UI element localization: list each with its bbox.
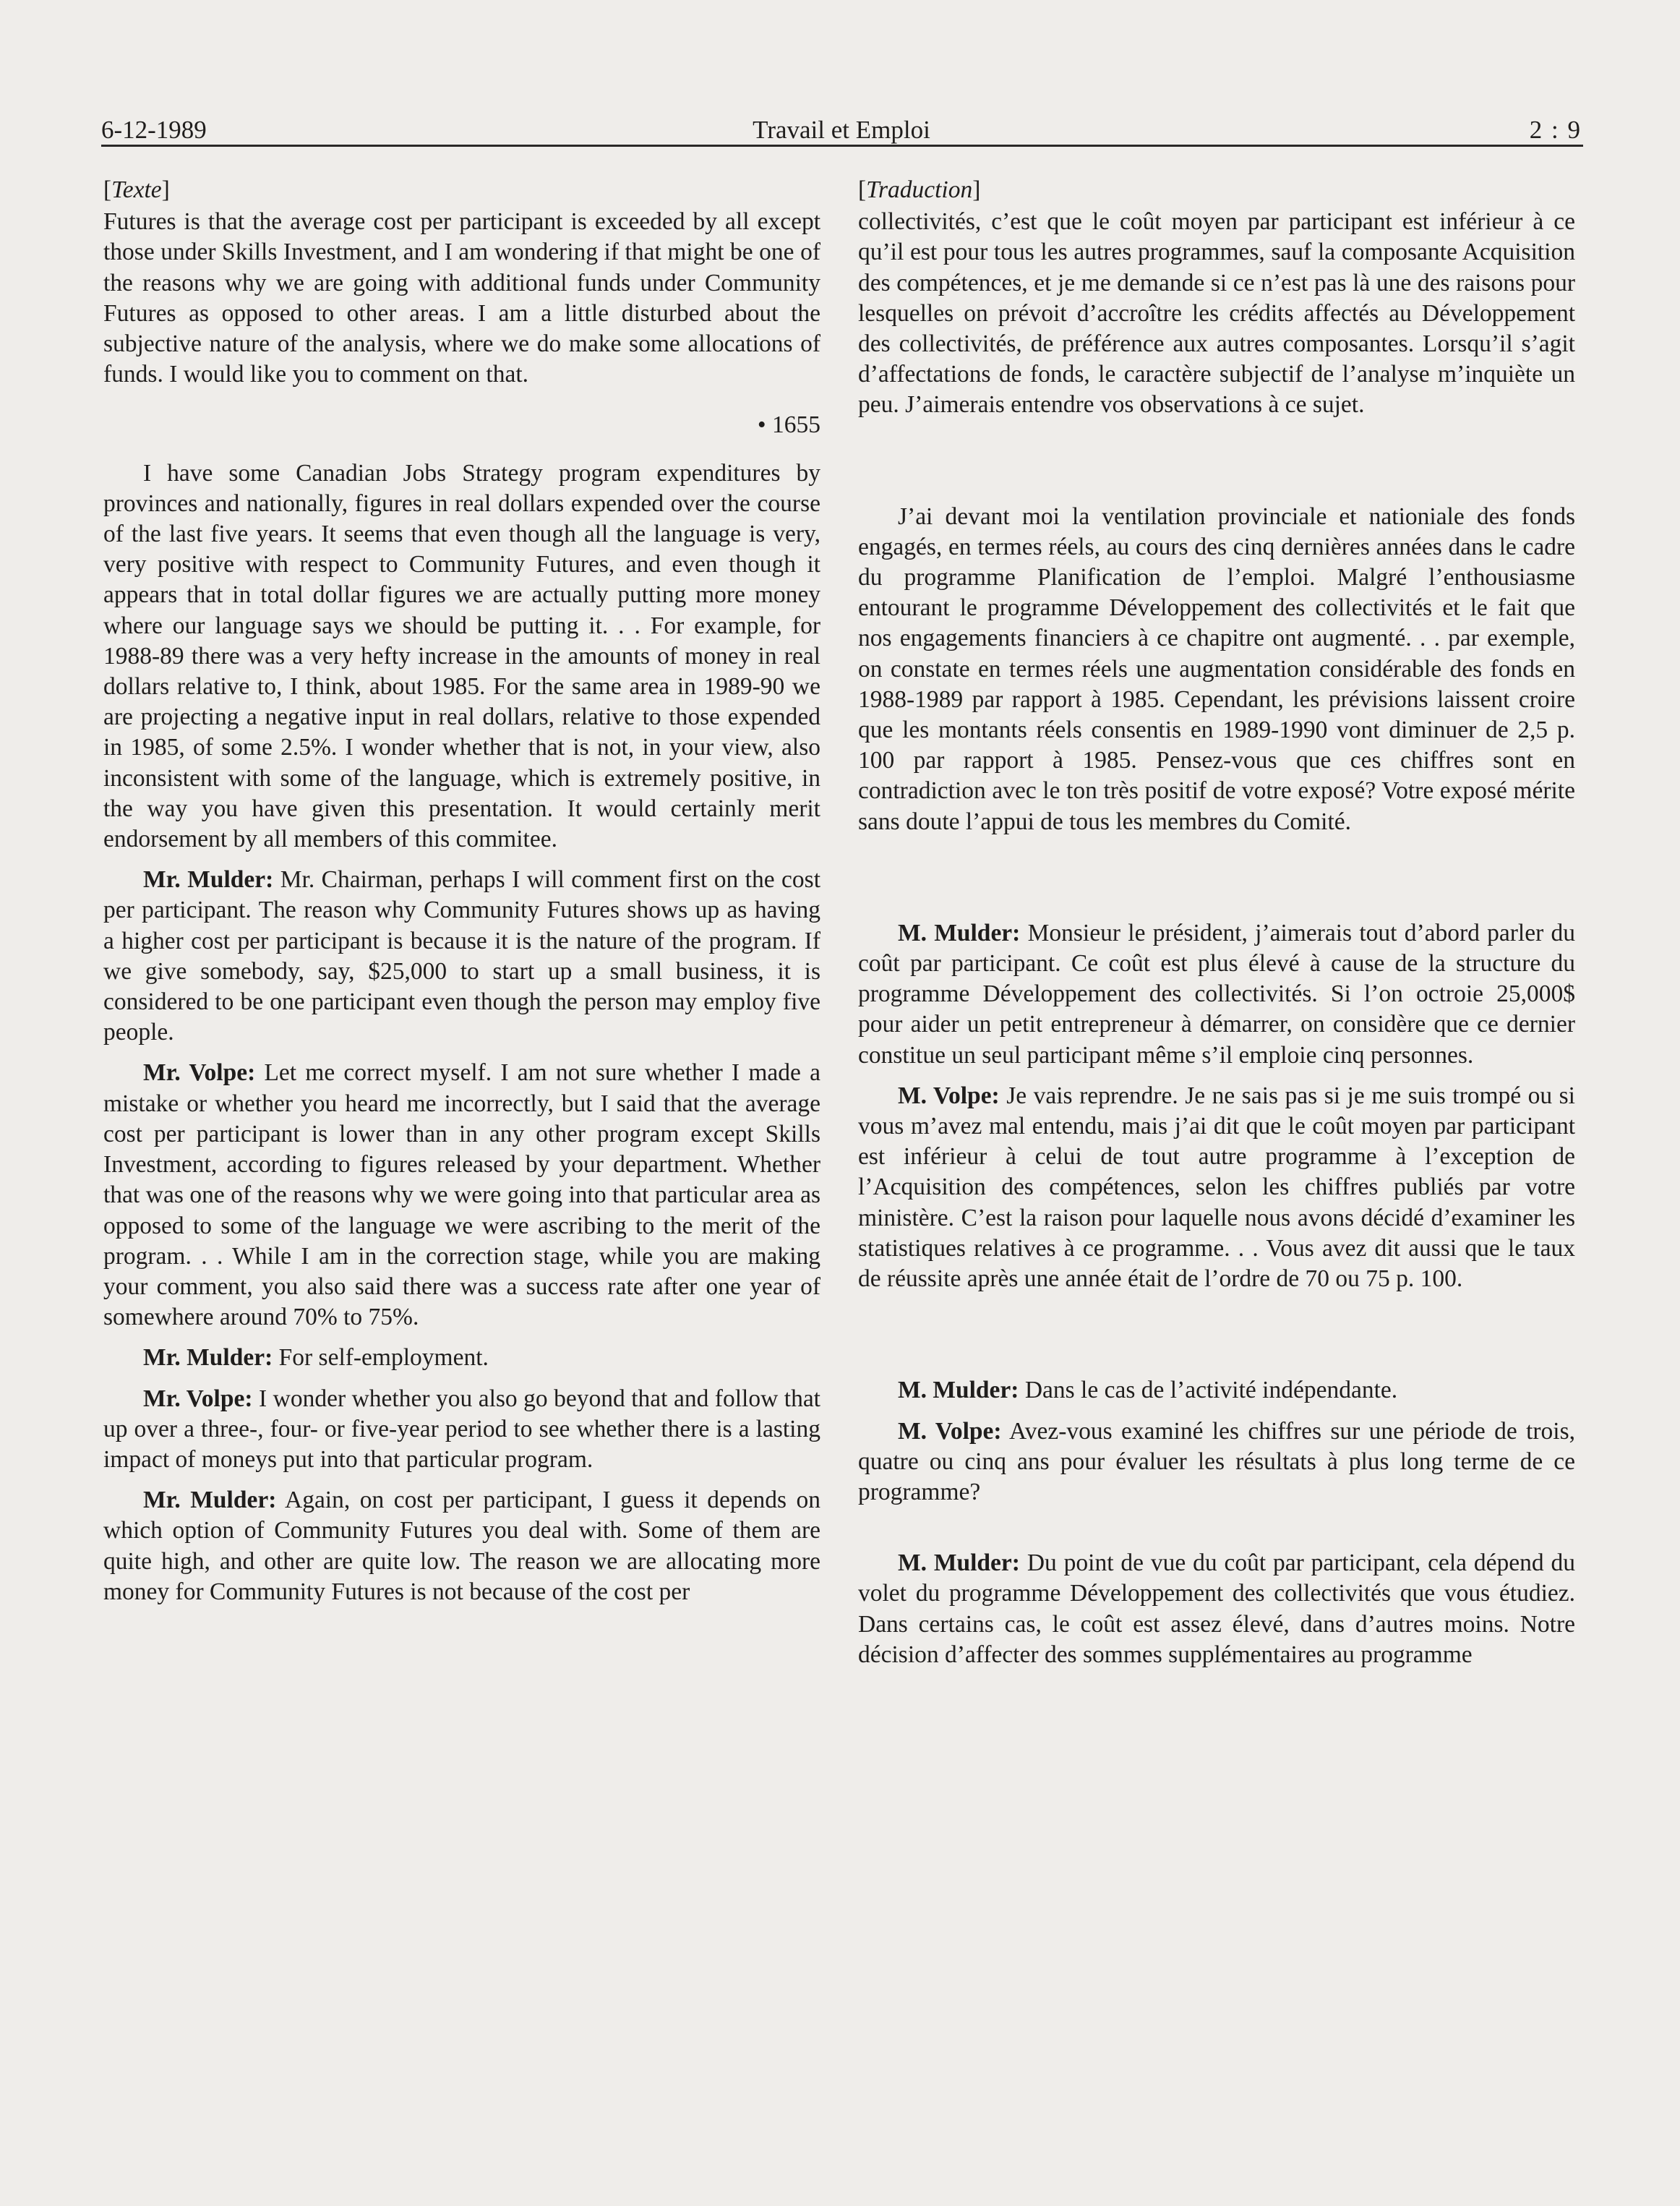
- paragraph: collectivités, c’est que le coût moyen par participant est inférieur à ce qu’il est pour tous les autres programmes, sauf la composante Acquisition des compétences, et je me demande si ce n’est pas là une des raisons pour lesquelles on prévoit d’accroître les crédits affectés au Développement des collectivités, de préférence aux autres composantes. Lorsqu’il s’agit d’affectations de fonds, le caractère subjectif de l’analyse m’inquiète un peu. J’aimerais entendre vos observations à ce sujet.: [858, 208, 1575, 419]
- timestamp: • 1655: [757, 411, 820, 439]
- speech-text: I wonder whether you also go beyond that and follow that up over a three-, four- or five-year period to see whether there is a lasting impact of moneys put into that particular program.: [103, 1385, 820, 1473]
- speaker-name: M. Mulder:: [898, 1377, 1019, 1404]
- speech-text: Again, on cost per participant, I guess it depends on which option of Community Futures you deal with. Some of them are quite high, and other are quite low. The reason we are allocating more money for Community Futures is not because of the cost per: [103, 1487, 820, 1605]
- speaker-name: M. Volpe:: [898, 1082, 1000, 1109]
- speech-mulder: [858, 1375, 1575, 1406]
- speech-text: Dans le cas de l’activité indépendante.: [1019, 1377, 1398, 1404]
- speech-mulder: [103, 1485, 820, 1607]
- speech-text: Je vais reprendre. Je ne sais pas si je me suis trompé ou si vous m’avez mal entendu, mais j’ai dit que le coût moyen par participant est inférieur à celui de tout autre programme à l’exception de l’Acquisition des compétences, selon les chiffres publiés par votre ministère. C’est la raison pour laquelle nous avons décidé d’examiner les statistiques relatives à ce programme. . . Vous avez dit aussi que le taux de réussite après une année était de l’ordre de 70 ou 75 p. 100.: [858, 1082, 1575, 1293]
- paragraph: Futures is that the average cost per participant is exceeded by all except those under Skills Investment, and I am wondering if that might be one of the reasons why we are going with additional funds under Community Futures as opposed to other areas. I am a little disturbed about the subjective nature of the analysis, where we do make some allocations of funds. I would like you to comment on that.: [103, 208, 820, 388]
- speech-mulder: [103, 865, 820, 1048]
- english-column: [103, 175, 820, 1607]
- speech-text: Mr. Chairman, perhaps I will comment first on the cost per participant. The reason why Community Futures shows up as having a higher cost per participant is because it is the nature of the program. If we give somebody, say, $25,000 to start up a small business, it is considered to be one participant even though the person may employ five people.: [103, 866, 820, 1046]
- speech-volpe: [858, 1416, 1575, 1508]
- speaker-name: M. Mulder:: [898, 919, 1021, 946]
- speaker-name: Mr. Mulder:: [143, 866, 274, 894]
- column-label: [Traduction]: [858, 176, 981, 203]
- header-title: Travail et Emploi: [753, 116, 930, 144]
- speech-text: Let me correct myself. I am not sure whether I made a mistake or whether you heard me incorrectly, but I said that the average cost per participant is lower than in any other program except Skills Investment, according to figures released by your department. Whether that was one of the reasons why we were going into that particular area as opposed to some of the language we were ascribing to the merit of the program. . . While I am in the correction stage, while you are making your comment, you also said there was a success rate after one year of somewhere around 70% to 75%.: [103, 1059, 821, 1331]
- speech-mulder: [858, 1548, 1575, 1670]
- speech-mulder: [858, 918, 1575, 1071]
- paragraph: I have some Canadian Jobs Strategy program expenditures by provinces and nationally, figures in real dollars expended over the course of the last five years. It seems that even though all the language is very, very positive with respect to Community Futures, and even though it appears that in total dollar figures we are actually putting more money where our language says we should be putting it. . . For example, for 1988-89 there was a very hefty increase in the amounts of money in real dollars relative to, I think, about 1985. For the same area in 1989-90 we are projecting a negative input in real dollars, relative to those expended in 1985, of some 2.5%. I wonder whether that is not, in your view, also inconsistent with some of the language, which is extremely positive, in the way you have given this presentation. It would certainly merit endorsement by all members of this commitee.: [103, 459, 820, 853]
- speech-text: For self-employment.: [273, 1344, 489, 1372]
- speech-volpe: [103, 1058, 820, 1333]
- speech-text: Avez-vous examiné les chiffres sur une période de trois, quatre ou cinq ans pour évaluer les résultats à plus long terme de ce programme?: [858, 1417, 1575, 1505]
- column-label: [Texte]: [103, 176, 170, 203]
- header-page-number: 2 : 9: [1529, 116, 1582, 144]
- speaker-name: Mr. Mulder:: [143, 1487, 277, 1514]
- speech-text: Du point de vue du coût par participant, cela dépend du volet du programme Développement des collectivités que vous étudiez. Dans certains cas, le coût est assez élevé, dans d’autres moins. Notre décision d’affecter des sommes supplémentaires au programme: [858, 1549, 1576, 1668]
- speaker-name: Mr. Mulder:: [143, 1344, 273, 1372]
- speech-volpe: [858, 1081, 1575, 1294]
- speaker-name: Mr. Volpe:: [143, 1059, 256, 1087]
- label-texte: Texte: [111, 176, 162, 203]
- header-rule: [101, 145, 1583, 147]
- speech-mulder: [103, 1343, 820, 1373]
- speech-text: Monsieur le président, j’aimerais tout d’abord parler du coût par participant. Ce coût est plus élevé à cause de la structure du programme Développement des collectivités. Si l’on octroie 25,000$ pour aider un petit entrepreneur à démarrer, on considère que ce dernier constitue un seul participant même s’il emploie cinq personnes.: [858, 919, 1576, 1069]
- label-traduction: Traduction: [866, 176, 973, 203]
- speaker-name: M. Mulder:: [898, 1549, 1020, 1577]
- speaker-name: M. Volpe:: [898, 1417, 1002, 1445]
- speaker-name: Mr. Volpe:: [143, 1385, 253, 1412]
- french-column: [858, 175, 1575, 1670]
- speech-volpe: [103, 1384, 820, 1476]
- header-date: 6-12-1989: [101, 116, 207, 144]
- paragraph: J’ai devant moi la ventilation provinciale et nationiale des fonds engagés, en termes réels, au cours des cinq dernières années dans le cadre du programme Planification de l’emploi. Malgré l’enthousiasme entourant le programme Développement des collectivités et le fait que nos engagements financiers à ce chapitre ont augmenté. . . par exemple, on constate en termes réels une augmentation considérable des fonds en 1988-1989 par rapport à 1985. Cependant, les prévisions laissent croire que les montants réels consentis en 1989-1990 vont diminuer de 2,5 p. 100 par rapport à 1985. Pensez-vous que ces chiffres sont en contradiction avec le ton très positif de votre exposé? Votre exposé mérite sans doute l’appui de tous les membres du Comité.: [858, 503, 1575, 835]
